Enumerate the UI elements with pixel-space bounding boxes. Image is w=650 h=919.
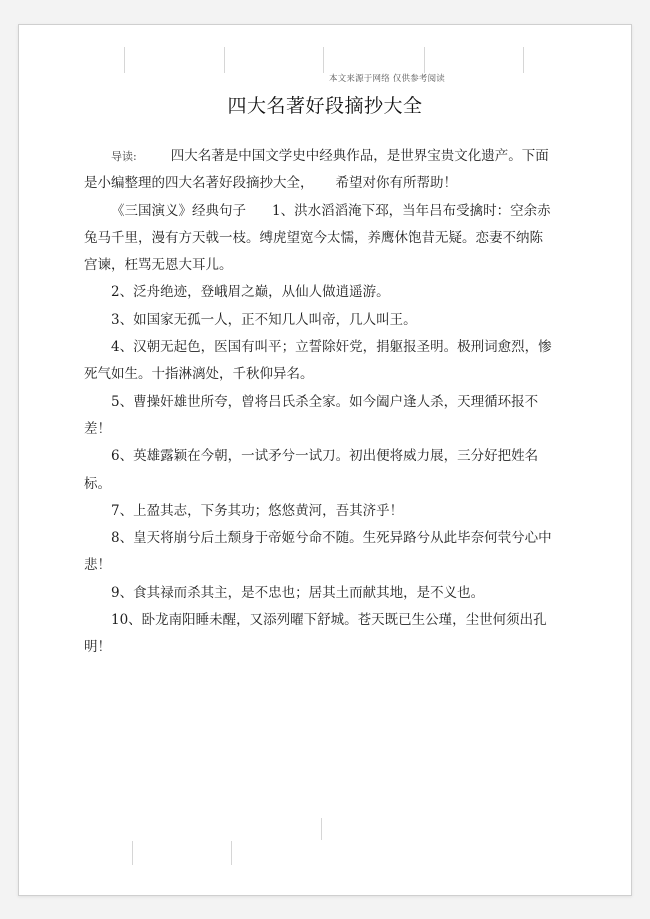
page-title: 四大名著好段摘抄大全 — [227, 95, 423, 117]
scan-mark — [132, 841, 133, 865]
watermark-text: 本文来源于网络 仅供参考阅读 — [329, 74, 446, 84]
quote-item: 3、如国家无孤一人，正不知几人叫帝，几人叫王。 — [111, 311, 417, 328]
intro-lead-label: 导读: — [111, 150, 137, 163]
intro-text: 四大名著是中国文学史中经典作品，是世界宝贵文化遗产。下面是小编整理的四大名著好段摘抄大全， — [84, 148, 549, 192]
quote-item: 7、上盈其志，下务其功；悠悠黄河，吾其济乎！ — [111, 502, 404, 519]
quote-item: 9、食其禄而杀其主，是不忠也；居其土而献其地，是不义也。 — [111, 584, 485, 601]
document-body — [84, 143, 554, 662]
quote-item: 4、汉朝无起色，医国有叫平；立誓除奸党，捐躯报圣明。极刑词愈烈，惨死气如生。十指淋漓处，千秋仰异名。 — [84, 339, 552, 383]
quote-item: 6、英雄露颖在今朝，一试矛兮一试刀。初出便将威力展，三分好把姓名标。 — [84, 448, 539, 492]
intro-text-end: 希望对你有所帮助！ — [335, 175, 457, 192]
scan-mark — [231, 841, 232, 865]
quote-item: 1、洪水滔滔淹下邳，当年吕布受擒时：空余赤兔马千里，漫有方天戟一枝。缚虎望宽今太懦，养鹰休饱昔无疑。恋妻不纳陈宫谏，枉骂无恩大耳儿。 — [84, 202, 551, 274]
section-heading: 《三国演义》经典句子 — [111, 202, 246, 219]
quote-item: 8、皇天将崩兮后土颓身于帝姬兮命不随。生死异路兮从此毕奈何茕兮心中悲！ — [84, 530, 552, 574]
document-page — [18, 24, 632, 896]
quote-item: 5、曹操奸雄世所夸，曾将吕氏杀全家。如今阖户逢人杀，天理循环报不差！ — [84, 393, 539, 437]
intro-paragraph — [84, 143, 554, 198]
scan-mark — [224, 47, 225, 73]
quote-item: 2、泛舟绝迹，登峨眉之巅，从仙人做逍遥游。 — [111, 284, 390, 301]
scan-mark — [124, 47, 125, 73]
scan-mark — [323, 47, 324, 73]
quote-item: 10、卧龙南阳睡未醒，又添列曜下舒城。苍天既已生公瑾，尘世何须出孔明！ — [84, 612, 547, 656]
section-paragraph — [84, 198, 554, 280]
scan-mark — [424, 47, 425, 73]
scan-mark — [321, 818, 322, 840]
scan-mark — [523, 47, 524, 73]
